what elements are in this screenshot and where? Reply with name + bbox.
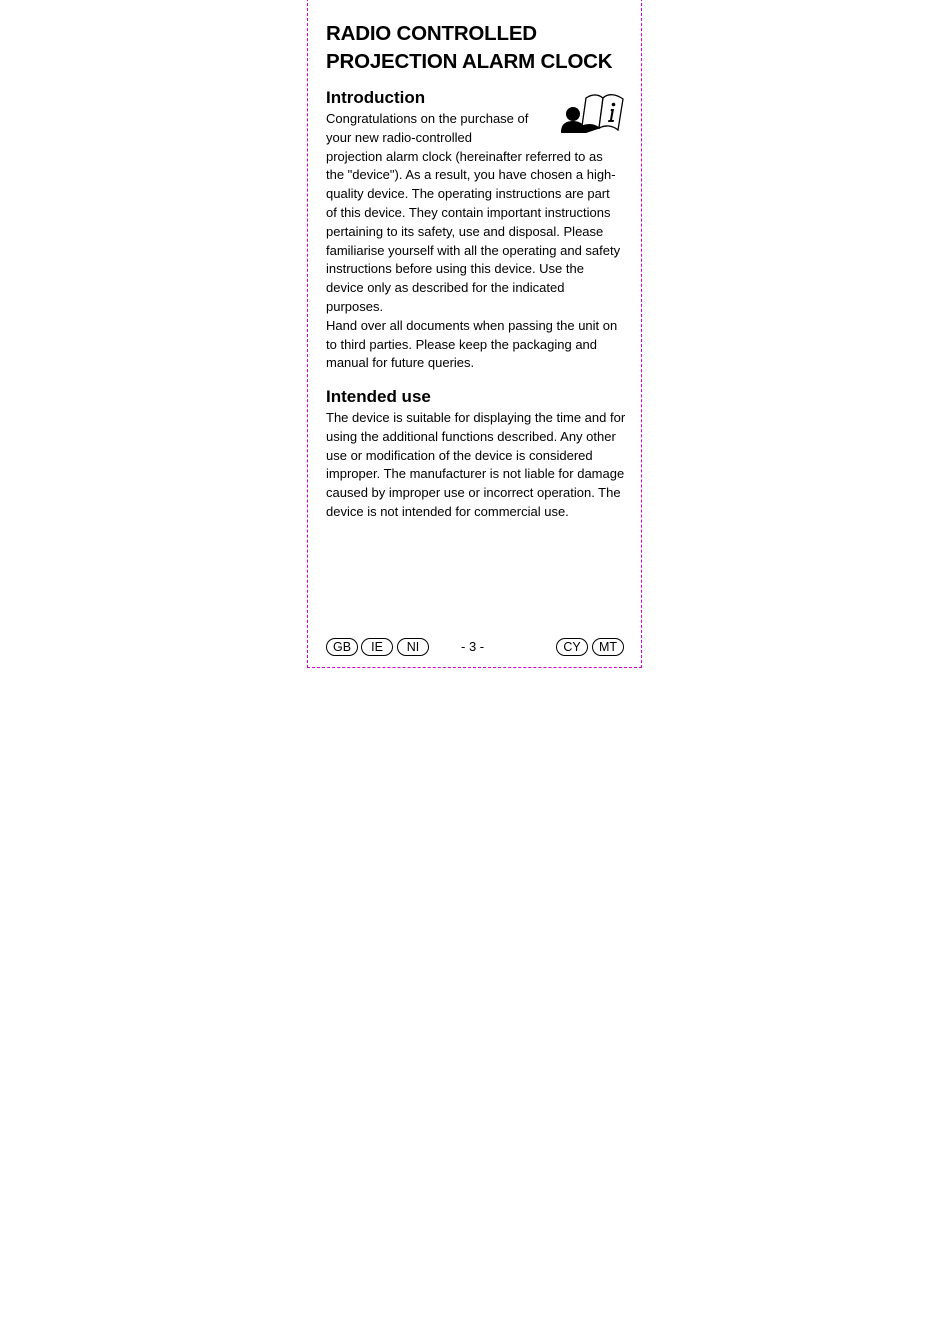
introduction-paragraph-2: Hand over all documents when passing the unit on to third parties. Please keep the packaging and manual for future queries. bbox=[326, 317, 618, 371]
intended-use-heading: Intended use bbox=[326, 387, 431, 406]
country-badge-ie: IE bbox=[361, 638, 393, 656]
country-badge-ni: NI bbox=[397, 638, 429, 656]
intended-use-paragraph: The device is suitable for displaying the time and for using the additional functions described. Any other use or modification of the device is considered improper. The manufacturer is not liable for damage caused by improper use or incorrect operation. The device is not intended for commercial use. bbox=[326, 410, 626, 519]
page-footer bbox=[326, 637, 624, 657]
introduction-lead: Congratulations on the purchase of your new radio-controlled bbox=[326, 111, 529, 145]
country-badge-cy: CY bbox=[556, 638, 588, 656]
introduction-paragraph-1 bbox=[326, 110, 624, 317]
country-badge-mt: MT bbox=[592, 638, 624, 656]
introduction-rest: projection alarm clock (hereinafter referred to as the "device"). As a result, you have chosen a high-quality device. The operating instructions are part of this device. They contain important instructions pertaining to its safety, use and disposal. Please familiarise yourself with all the operating and safety instructions before using this device. Use the device only as described for the indicated purposes. bbox=[326, 148, 621, 314]
title-line-1: RADIO CONTROLLED bbox=[326, 22, 537, 45]
manual-page bbox=[326, 20, 626, 519]
introduction-heading: Introduction bbox=[326, 88, 426, 107]
page-number: - 3 - bbox=[461, 639, 485, 654]
document-title bbox=[326, 20, 626, 76]
country-badge-gb: GB bbox=[326, 638, 358, 656]
title-line-2: PROJECTION ALARM CLOCK bbox=[326, 50, 613, 73]
introduction-text bbox=[326, 110, 624, 373]
